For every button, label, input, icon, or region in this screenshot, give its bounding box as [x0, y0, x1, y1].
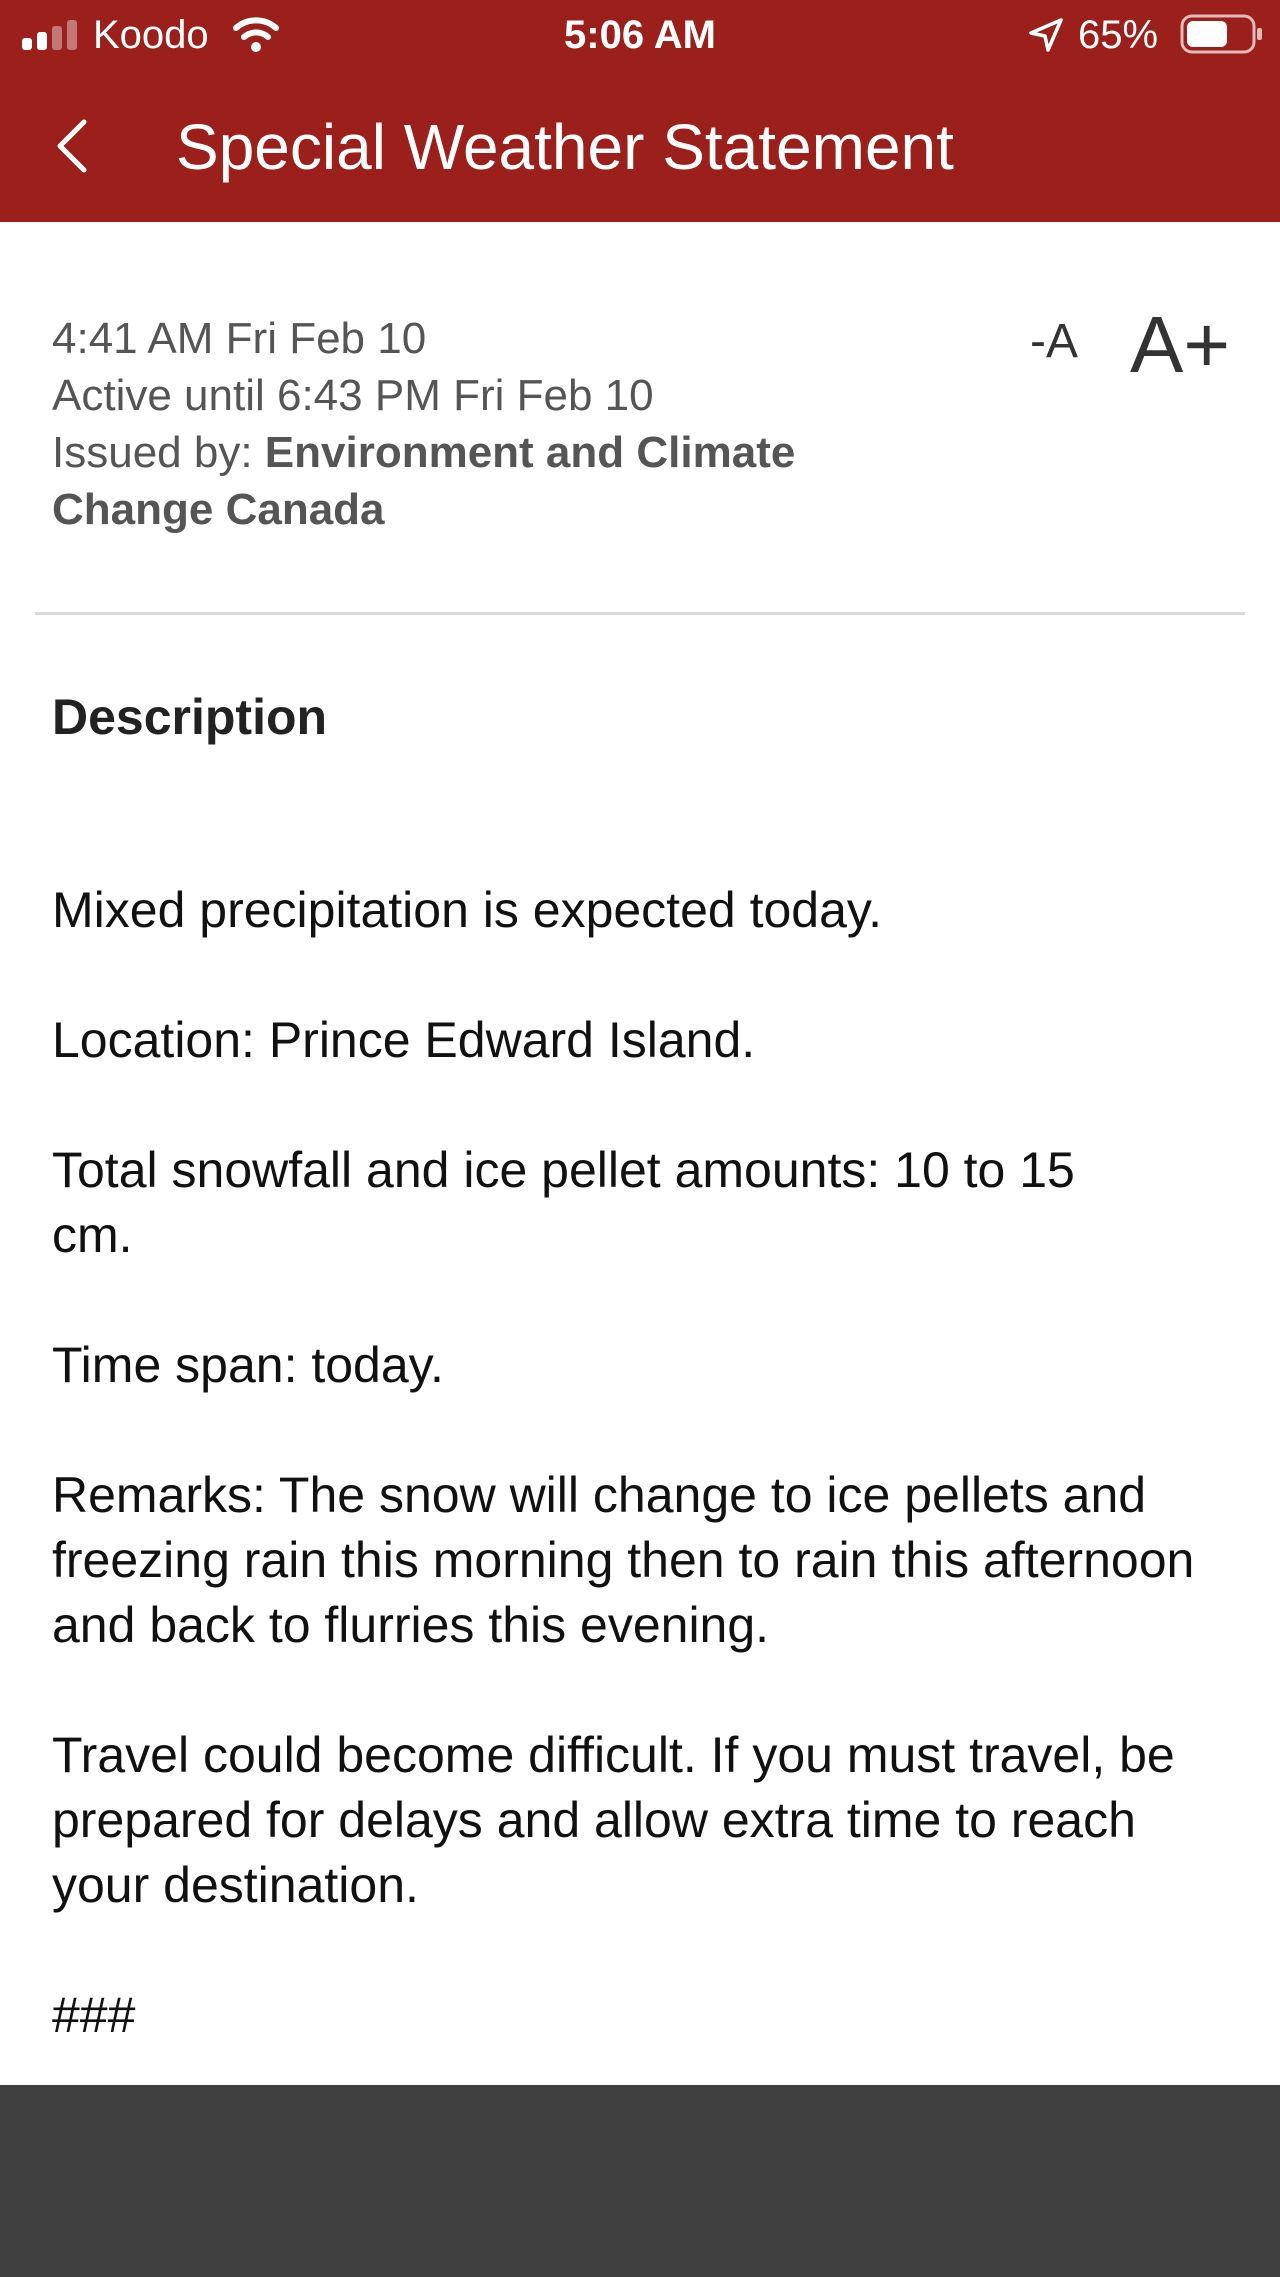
decrease-font-button[interactable]: -A	[1030, 315, 1078, 368]
battery-icon	[1180, 13, 1264, 55]
description-body	[52, 878, 1242, 2113]
font-size-controls	[1020, 300, 1260, 390]
issuer-name-line1: Environment and Climate	[264, 428, 796, 477]
issued-by-label: Issued by:	[52, 428, 265, 477]
increase-font-button[interactable]: A+	[1130, 300, 1231, 389]
issued-time: 4:41 AM Fri Feb 10	[52, 314, 427, 363]
status-bar	[0, 0, 1280, 70]
description-paragraph: Remarks: The snow will change to ice pellets and freezing rain this morning then to rain this afternoon and back to flurries this evening.	[52, 1467, 1195, 1653]
active-until: Active until 6:43 PM Fri Feb 10	[52, 371, 654, 420]
description-heading: Description	[52, 689, 328, 745]
carrier-name: Koodo	[93, 13, 209, 57]
status-time: 5:06 AM	[564, 13, 716, 57]
battery-level-fill	[1187, 21, 1227, 47]
back-button[interactable]	[30, 102, 120, 192]
cellular-signal-icon	[22, 20, 80, 50]
issued-by-line	[52, 424, 952, 481]
description-paragraph: Time span: today.	[52, 1337, 444, 1393]
app-header	[0, 0, 1280, 222]
description-paragraph: Travel could become difficult. If you must travel, be prepared for delays and allow extra time to reach your destination.	[52, 1727, 1175, 1913]
navigation-bar	[0, 92, 1280, 202]
divider	[35, 612, 1245, 615]
description-paragraph: ###	[52, 1987, 136, 2043]
chevron-left-icon	[44, 116, 104, 176]
battery-percent: 65%	[1078, 13, 1159, 57]
alert-meta	[52, 310, 952, 538]
location-arrow-icon	[1027, 16, 1065, 54]
bottom-bar	[0, 2085, 1280, 2277]
page-title: Special Weather Statement	[176, 111, 954, 183]
issuer-name-line2: Change Canada	[52, 485, 385, 534]
description-paragraph: Location: Prince Edward Island.	[52, 1012, 756, 1068]
description-paragraph: Total snowfall and ice pellet amounts: 10 to 15 cm.	[52, 1142, 1075, 1263]
wifi-icon	[232, 14, 280, 54]
description-paragraph: Mixed precipitation is expected today.	[52, 882, 883, 938]
